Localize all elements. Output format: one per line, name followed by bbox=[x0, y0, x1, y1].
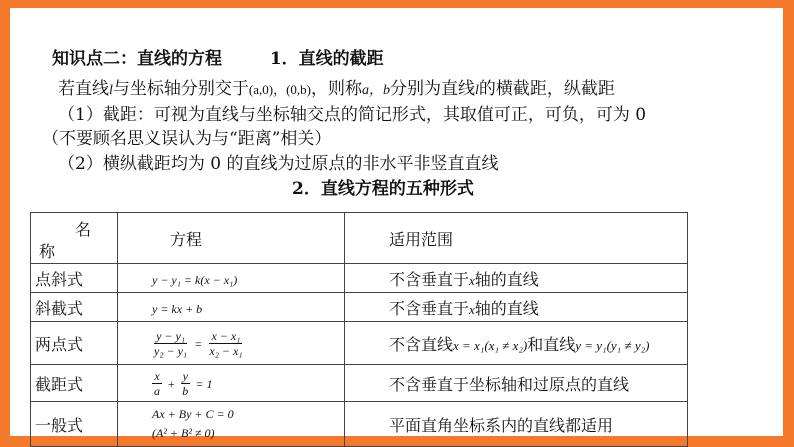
intercept-definition: 若直线l与坐标轴分别交于(a,0)，(0,b)，则称a，b分别为直线l的横截距，纵截距 bbox=[58, 79, 615, 99]
subsection-title-2: 2．直线方程的五种形式 bbox=[292, 179, 474, 199]
form-name: 截距式 bbox=[31, 365, 118, 402]
equation: $\frac{\text{y − y₁}}{\text{y₂ − y₁}}$ = $\frac{\text{x − x₁}}{\text{x₂ − x₁}}$ bbox=[118, 322, 345, 365]
form-name: 两点式 bbox=[31, 322, 118, 365]
form-name: 斜截式 bbox=[31, 293, 118, 322]
intercept-note-1-cont: （不要顾名思义误认为与“距离”相关） bbox=[42, 129, 332, 149]
table-row bbox=[31, 293, 688, 322]
equation: $\frac{x}{a}$ + $\frac{y}{b}$ = 1 bbox=[118, 365, 345, 402]
equation: Ax + By + C = 0 (A² + B² ≠ 0) bbox=[118, 402, 345, 447]
form-name: 点斜式 bbox=[31, 264, 118, 293]
applicable-range: 不含垂直于x轴的直线 bbox=[345, 293, 688, 322]
table-row bbox=[31, 402, 688, 447]
slide bbox=[10, 8, 783, 440]
applicable-range: 不含垂直于坐标轴和过原点的直线 bbox=[345, 365, 688, 402]
form-name: 一般式 bbox=[31, 402, 118, 447]
table-header-row bbox=[31, 213, 688, 264]
applicable-range: 不含直线x = x₁(x₁ ≠ x₂)和直线y = y₁(y₁ ≠ y₂) bbox=[345, 322, 688, 365]
table-row bbox=[31, 365, 688, 402]
table-row bbox=[31, 322, 688, 365]
equation: y − y₁ = k(x − x₁) bbox=[152, 272, 238, 287]
intercept-note-1: （1）截距：可视为直线与坐标轴交点的简记形式，其取值可正，可负，可为 0 bbox=[58, 105, 647, 125]
applicable-range: 平面直角坐标系内的直线都适用 bbox=[345, 402, 688, 447]
intercept-note-2: （2）横纵截距均为 0 的直线为过原点的非水平非竖直直线 bbox=[58, 154, 499, 174]
section-title: 知识点二：直线的方程 bbox=[52, 49, 222, 69]
line-equation-table bbox=[30, 212, 688, 447]
header-range-cell: 适用范围 bbox=[345, 213, 688, 264]
header-equation-cell: 方程 bbox=[118, 213, 345, 264]
applicable-range: 不含垂直于x轴的直线 bbox=[345, 264, 688, 293]
equation: y = kx + b bbox=[152, 301, 203, 316]
table-row bbox=[31, 264, 688, 293]
header-name-cell: 名 称 bbox=[31, 213, 118, 264]
subsection-title-1: 1．直线的截距 bbox=[269, 49, 384, 69]
section-heading bbox=[52, 48, 384, 70]
